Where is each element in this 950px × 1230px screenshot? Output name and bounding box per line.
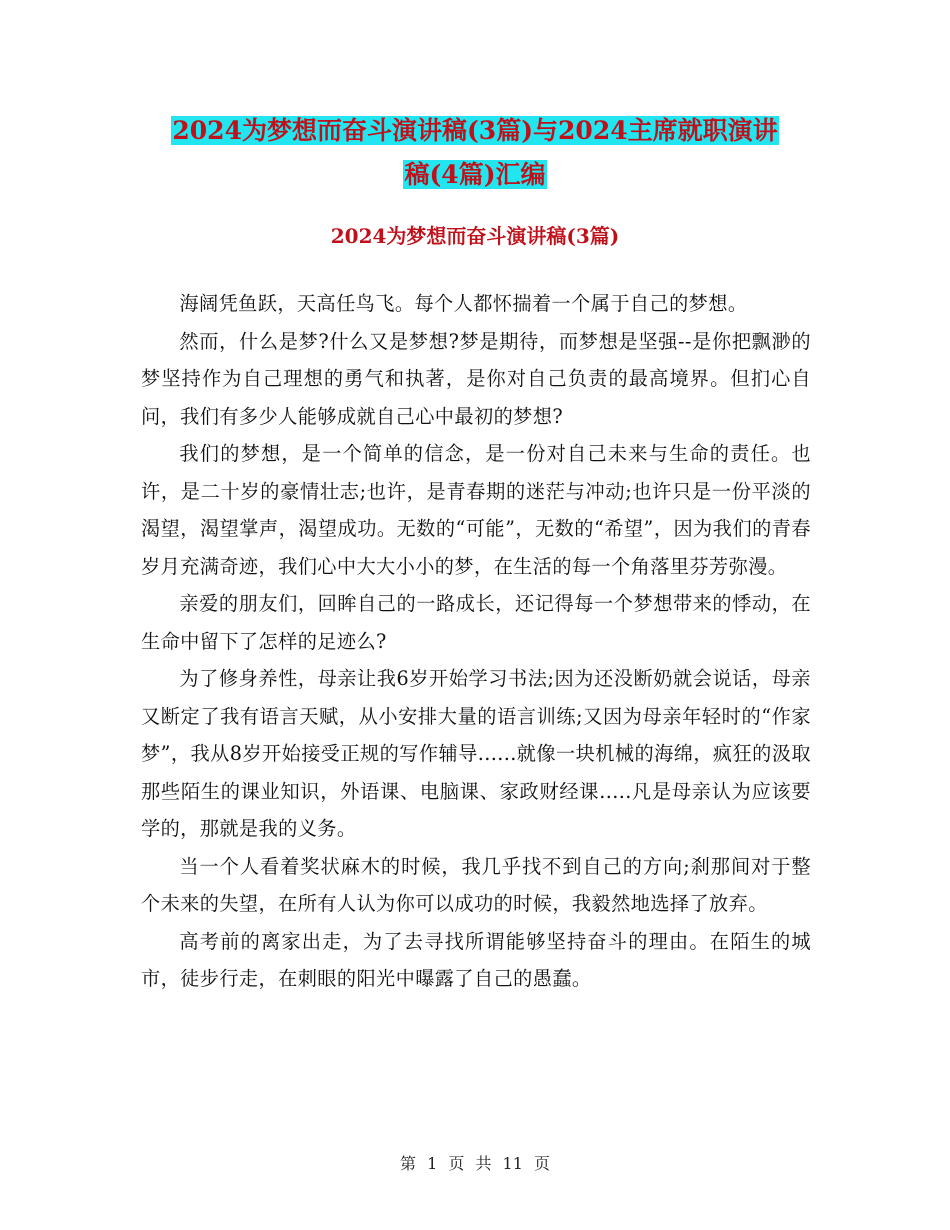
page-footer: 第 1 页 共 11 页 bbox=[400, 1154, 550, 1173]
document-title-highlight-1: 2024为梦想而奋斗演讲稿(3篇)与2024主席就职演讲 bbox=[172, 116, 778, 145]
paragraph: 我们的梦想，是一个简单的信念，是一份对自己未来与生命的责任。也许，是二十岁的豪情壮志;也许，是青春期的迷茫与冲动;也许只是一份平淡的渴望，渴望掌声，渴望成功。无数的“可能”，无数的“希望”，因为我们的青春岁月充满奇迹，我们心中大大小小的梦，在生活的每一个角落里芬芳弥漫。 bbox=[141, 442, 811, 578]
document-title-line-1 bbox=[0, 108, 950, 154]
paragraph: 然而，什么是梦?什么又是梦想?梦是期待，而梦想是坚强--是你把飘渺的梦坚持作为自己理想的勇气和执著，是你对自己负责的最高境界。但扪心自问，我们有多少人能够成就自己心中最初的梦想? bbox=[141, 329, 811, 428]
paragraph: 高考前的离家出走，为了去寻找所谓能够坚持奋斗的理由。在陌生的城市，徒步行走，在刺眼的阳光中曝露了自己的愚蠢。 bbox=[141, 929, 811, 990]
document-title-line-2 bbox=[0, 152, 950, 198]
paragraph: 当一个人看着奖状麻木的时候，我几乎找不到自己的方向;刹那间对于整个未来的失望，在所有人认为你可以成功的时候，我毅然地选择了放弃。 bbox=[141, 854, 811, 915]
body-text bbox=[141, 285, 811, 998]
section-heading: 2024为梦想而奋斗演讲稿(3篇) bbox=[330, 224, 620, 248]
paragraph: 为了修身养性，母亲让我6岁开始学习书法;因为还没断奶就会说话，母亲又断定了我有语言天赋，从小安排大量的语言训练;又因为母亲年轻时的“作家梦”，我从8岁开始接受正规的写作辅导......就像一块机械的海绵，疯狂的汲取那些陌生的课业知识，外语课、电脑课、家政财经课.....凡是母亲认为应该要学的，那就是我的义务。 bbox=[141, 667, 811, 840]
paragraph: 亲爱的朋友们，回眸自己的一路成长，还记得每一个梦想带来的悸动，在生命中留下了怎样的足迹么? bbox=[141, 592, 811, 653]
paragraph: 海阔凭鱼跃，天高任鸟飞。每个人都怀揣着一个属于自己的梦想。 bbox=[179, 292, 748, 315]
document-title-highlight-2: 稿(4篇)汇编 bbox=[404, 160, 546, 189]
